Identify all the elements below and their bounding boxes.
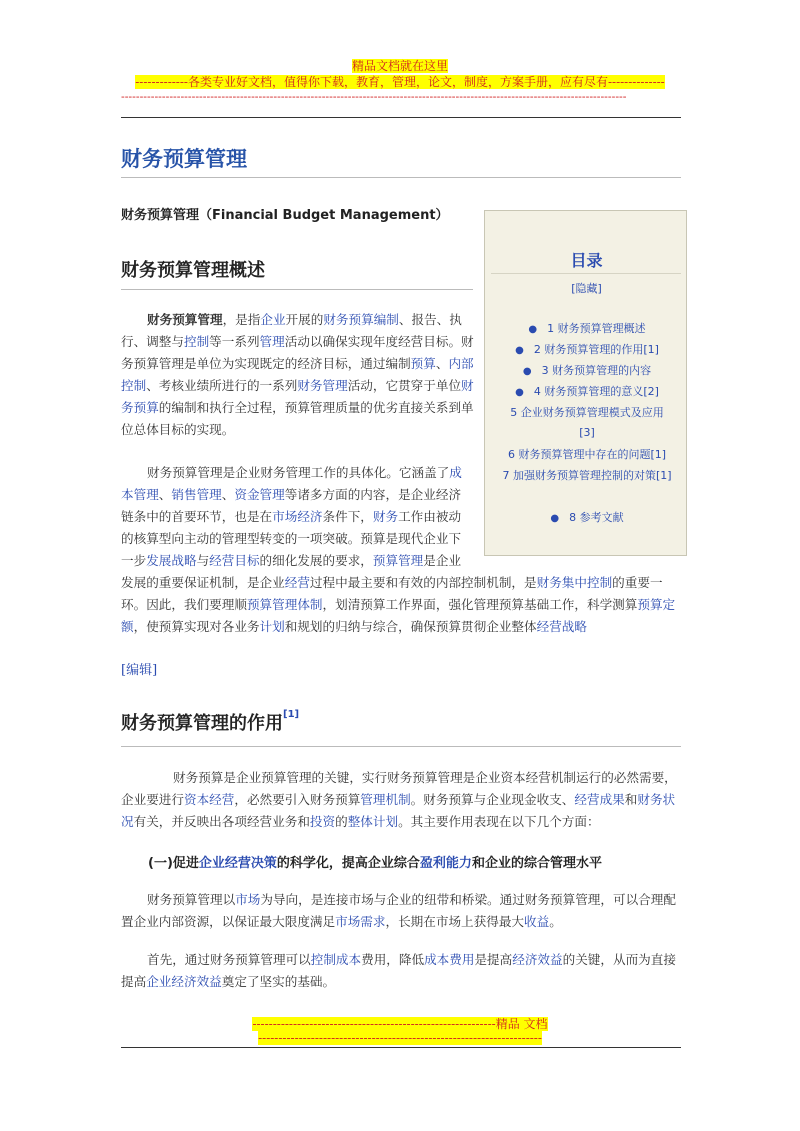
link-business-decision[interactable]: 企业经营决策: [198, 856, 277, 871]
text: 财务预算是企业预算管理的关键，实行财务预算管理是企业资本经营机制运行的必然需要，企业要进行: [121, 770, 677, 807]
link-budget-system[interactable]: 预算管理体制: [246, 597, 323, 612]
overview-divider: [121, 289, 473, 290]
link-profitability[interactable]: 盈利能力: [419, 856, 472, 871]
text: 的细化发展的要求，: [259, 553, 373, 568]
bullet-icon: ●: [515, 387, 524, 398]
role-paragraph-2: [121, 889, 681, 933]
link-management[interactable]: 管理: [259, 334, 285, 349]
toc-item-8[interactable]: [493, 508, 681, 529]
text: 等诸多方面的内容，是企业经济链条中的首要环节，也是在: [121, 487, 462, 524]
link-financial-budget[interactable]: 财务预算: [121, 378, 474, 415]
role-divider: [121, 746, 681, 747]
footer-dashes: [0, 1031, 800, 1045]
text: 为导向，是连接市场与企业的纽带和桥梁。通过财务预算管理，可以合理配置企业内部资源，以保证最大限度满足: [121, 892, 676, 929]
text: 的重要一环。因此，我们要理顺: [121, 575, 663, 612]
text: 的编制和执行全过程，预算管理质量的优劣直接关系到单位总体目标的实现。: [121, 400, 474, 437]
link-enterprise-economic-benefit[interactable]: 企业经济效益: [146, 974, 222, 989]
text: 是提高: [474, 952, 513, 967]
text: 活动以确保实现年度经营目标。财务预算管理是单位为实现既定的经济目标，通过编制: [121, 334, 474, 371]
link-revenue[interactable]: 收益: [524, 914, 550, 929]
link-plan[interactable]: 计划: [259, 619, 285, 634]
link-operations[interactable]: 经营: [284, 575, 310, 590]
role-point-1: [148, 852, 602, 871]
header-divider: [121, 117, 681, 118]
link-investment[interactable]: 投资: [309, 814, 336, 829]
text: 、报告、执行、调整与: [121, 312, 462, 349]
header-dashes: ----------------------------------------------------------------------------------------------------------------------------------------: [121, 90, 627, 103]
header-line-2: -------------各类专业好文档，值得你下载，教育，管理，论文，制度，方案手册，应有尽有--------------: [135, 75, 665, 89]
link-market-economy[interactable]: 市场经济: [272, 509, 323, 524]
toc-divider: [491, 273, 681, 274]
text: 首先，通过财务预算管理可以: [147, 952, 311, 967]
toc-item-7[interactable]: [493, 466, 681, 486]
toc-item-label: 8 参考文献: [569, 511, 624, 524]
table-of-contents: [484, 210, 687, 556]
link-development-strategy[interactable]: 发展战略: [146, 553, 197, 568]
text: 奠定了坚实的基础。: [221, 974, 336, 989]
bullet-icon: ●: [522, 366, 532, 377]
footer-banner: [0, 1015, 800, 1032]
link-budget[interactable]: 预算: [410, 356, 436, 371]
text: 、: [435, 356, 449, 371]
toc-item-5[interactable]: [493, 403, 681, 443]
toc-item-4[interactable]: [493, 382, 681, 403]
footer-line-2: ----------------------------------------------------------------------: [258, 1031, 542, 1045]
link-budget-management[interactable]: 预算管理: [372, 553, 424, 568]
term-bold: 财务预算管理: [147, 312, 223, 327]
link-economic-benefit[interactable]: 经济效益: [512, 952, 563, 967]
toc-item-label: 3 财务预算管理的内容: [541, 364, 652, 377]
page-subtitle: 财务预算管理（Financial Budget Management）: [121, 208, 449, 223]
link-centralized-financial-control[interactable]: 财务集中控制: [536, 575, 613, 590]
section-heading-overview: 财务预算管理概述: [121, 260, 265, 281]
text: 、: [221, 487, 235, 502]
text: ，划清预算工作界面，强化管理预算基础工作，科学测算: [322, 597, 638, 612]
text: 、: [158, 487, 172, 502]
edit-link[interactable]: [编辑]: [121, 663, 158, 678]
toc-item-1[interactable]: [493, 319, 681, 340]
link-business-strategy[interactable]: 经营战略: [536, 619, 587, 634]
text: (一)促进: [148, 856, 199, 871]
link-budget-compilation[interactable]: 财务预算编制: [323, 312, 399, 327]
toc-item-label: 7 加强财务预算管理控制的对策[1]: [502, 469, 672, 482]
text: 与: [196, 553, 210, 568]
link-capital-operation[interactable]: 资本经营: [183, 792, 235, 807]
toc-hide-toggle[interactable]: [隐藏]: [571, 282, 602, 295]
text: 的: [335, 814, 348, 829]
section-heading-role: [121, 709, 299, 735]
link-budget-quota[interactable]: 预算定额: [121, 597, 676, 634]
bullet-icon: ●: [528, 324, 538, 335]
text: 的科学化，提高企业综合: [276, 856, 420, 871]
link-operating-results[interactable]: 经营成果: [574, 792, 625, 807]
link-fund-management[interactable]: 资金管理: [234, 487, 285, 502]
link-sales-management[interactable]: 销售管理: [171, 487, 222, 502]
text: 。: [549, 914, 562, 929]
text: ，必然要引入财务预算: [234, 792, 361, 807]
header-line-1: 精品文档就在这里: [351, 59, 448, 73]
text: ，是指: [222, 312, 261, 327]
toc-item-6[interactable]: [493, 445, 681, 465]
link-control-cost[interactable]: 控制成本: [310, 952, 362, 967]
link-cost-expense[interactable]: 成本费用: [424, 952, 475, 967]
heading-text: 财务预算管理的作用: [121, 713, 283, 734]
text: 是企业发展的重要保证机制，是企业: [121, 553, 462, 590]
text: 条件下，: [322, 509, 373, 524]
text: 财务预算管理以: [147, 892, 236, 907]
bullet-icon: ●: [550, 513, 560, 524]
link-overall-plan[interactable]: 整体计划: [347, 814, 399, 829]
toc-item-label: 6 财务预算管理中存在的问题[1]: [507, 448, 667, 461]
title-divider: [121, 177, 681, 178]
header-banner-title: [0, 57, 800, 74]
overview-paragraph-1: [121, 309, 476, 441]
toc-item-label: 2 财务预算管理的作用[1]: [533, 343, 659, 356]
citation-link[interactable]: [1]: [283, 709, 300, 720]
text: 过程中最主要和有效的内部控制机制，是: [309, 575, 537, 590]
toc-title: 目录: [570, 251, 603, 270]
text: ，使预算实现对各业务: [133, 619, 260, 634]
link-financial-status[interactable]: 财务状况: [121, 792, 676, 829]
text: 。财务预算与企业现金收支、: [410, 792, 575, 807]
text: 费用，降低: [361, 952, 425, 967]
link-business-goals[interactable]: 经营目标: [209, 553, 260, 568]
link-control[interactable]: 控制: [183, 334, 210, 349]
link-financial-management[interactable]: 财务管理: [297, 378, 348, 393]
role-paragraph-3: [121, 949, 681, 993]
text: 等一系列: [209, 334, 260, 349]
toc-item-label: 4 财务预算管理的意义[2]: [533, 385, 659, 398]
role-paragraph-1: [121, 767, 681, 833]
text: 开展的: [285, 312, 324, 327]
footer-divider: [121, 1047, 681, 1048]
link-cost-management[interactable]: 成本管理: [121, 465, 462, 502]
text: 活动，它贯穿于单位: [347, 378, 462, 393]
footer-line-1: ------------------------------------------------------------精品 文档: [252, 1017, 548, 1031]
toc-item-3[interactable]: [493, 361, 681, 382]
link-finance[interactable]: 财务: [372, 509, 399, 524]
text: ，长期在市场上获得最大: [385, 914, 524, 929]
text: 工作由被动的核算型向主动的管理型转变的一项突破。预算是现代企业下一步: [121, 509, 462, 568]
text: 有关，并反映出各项经营业务和: [133, 814, 310, 829]
toc-item-label: 1 财务预算管理概述: [547, 322, 646, 335]
text: 和: [624, 792, 638, 807]
bullet-icon: ●: [515, 345, 524, 356]
page-title: 财务预算管理: [121, 147, 247, 171]
text: 财务预算管理是企业财务管理工作的具体化。它涵盖了: [147, 465, 450, 480]
link-market-demand[interactable]: 市场需求: [335, 914, 386, 929]
link-enterprise[interactable]: 企业: [260, 312, 286, 327]
link-management-mechanism[interactable]: 管理机制: [360, 792, 411, 807]
header-banner-tagline: [0, 73, 800, 90]
text: 的关键，从而为直接提高: [121, 952, 676, 989]
text: 和规划的归纳与综合，确保预算贯彻企业整体: [284, 619, 537, 634]
text: 、考核业绩所进行的一系列: [146, 378, 298, 393]
link-market[interactable]: 市场: [235, 892, 261, 907]
text: 和企业的综合管理水平: [471, 856, 602, 871]
text: 。其主要作用表现在以下几个方面：: [398, 814, 600, 829]
toc-item-label: 5 企业财务预算管理模式及应用[3]: [510, 406, 664, 439]
toc-item-2[interactable]: [493, 340, 681, 361]
link-internal-control[interactable]: 内部控制: [121, 356, 474, 393]
